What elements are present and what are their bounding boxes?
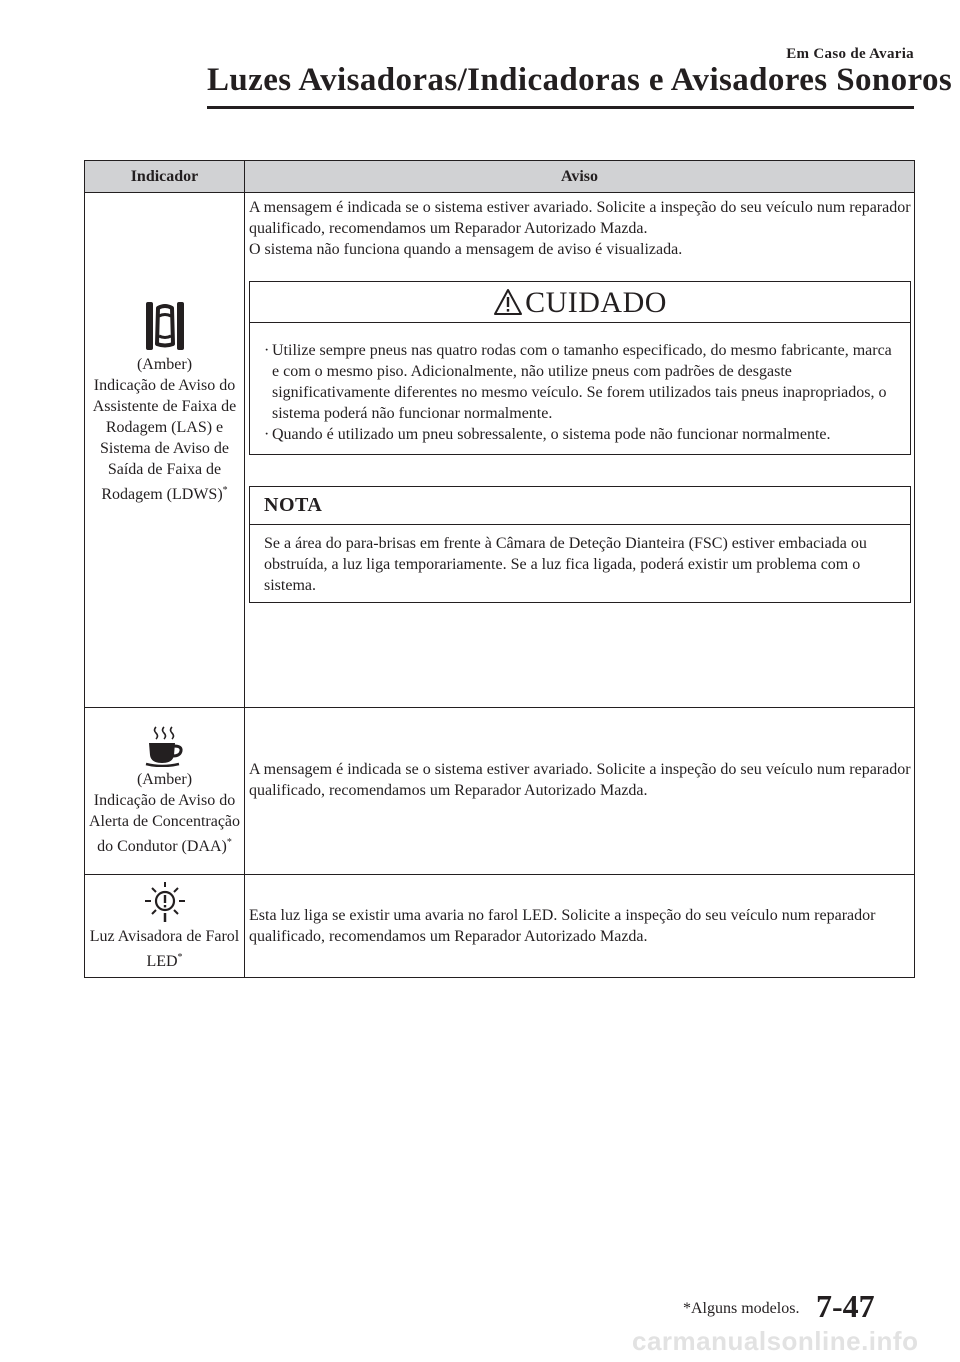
column-header-indicador: Indicador [85, 161, 245, 193]
indicator-color: (Amber) [136, 355, 193, 373]
lane-keep-assist-icon [145, 300, 185, 352]
caution-box [249, 281, 911, 455]
indicator-label: Indicação de Aviso do Alerta de Concentração do Condutor (DAA)* [88, 792, 241, 855]
table-header-row [85, 161, 915, 193]
indicator-table [84, 160, 915, 978]
caution-header [250, 282, 910, 323]
page-number: 7-47 [816, 1288, 875, 1324]
indicator-label: Luz Avisadora de Farol LED* [89, 928, 240, 970]
table-row [85, 708, 915, 875]
warning-cell [245, 708, 915, 875]
table-row [85, 193, 915, 708]
page-title: Luzes Avisadoras/Indicadoras e Avisadores Sonoros [207, 62, 953, 98]
watermark: carmanualsonline.info [632, 1326, 919, 1356]
warning-text: A mensagem é indicada se o sistema estiver avariado. Solicite a inspeção do seu veículo num reparador qualificado, recomendamos um Reparador Autorizado Mazda. [249, 761, 911, 799]
warning-triangle-icon [493, 288, 523, 316]
note-body: Se a área do para-brisas em frente à Câmara de Deteção Dianteira (FSC) estiver embaciada ou obstruída, a luz liga temporariamente. Se a luz fica ligada, poderá existir um problema com o sistema. [264, 535, 867, 594]
indicator-cell [85, 193, 245, 708]
indicator-color: (Amber) [136, 771, 193, 788]
warning-text: Esta luz liga se existir uma avaria no farol LED. Solicite a inspeção do seu veículo num reparador qualificado, recomendamos um Reparador Autorizado Mazda. [249, 907, 876, 945]
heading-rule [207, 106, 914, 109]
section-title: Em Caso de Avaria [786, 46, 914, 62]
led-headlight-warning-icon [142, 880, 188, 924]
warning-cell [245, 193, 915, 708]
list-item: · Quando é utilizado um pneu sobressalente, o sistema pode não funcionar normalmente. [264, 426, 831, 443]
caution-title: CUIDADO [525, 285, 667, 319]
indicator-cell [85, 708, 245, 875]
column-header-aviso: Aviso [245, 161, 915, 193]
coffee-cup-icon [143, 725, 187, 767]
table-row [85, 875, 915, 978]
note-box [249, 486, 911, 603]
list-item: · Utilize sempre pneus nas quatro rodas com o tamanho especificado, do mesmo fabricante, marca e com o mesmo piso. Adicionalmente, não utilize pneus com padrões de desgaste significativamente diferentes no mesmo veículo. Se forem utilizados tais pneus inapropriados, o sistema poderá não funcionar normalmente. [264, 342, 892, 422]
warning-text: A mensagem é indicada se o sistema estiver avariado. Solicite a inspeção do seu veículo num reparador qualificado, recomendamos um Reparador Autorizado Mazda. [249, 199, 911, 237]
indicator-label: Indicação de Aviso do Assistente de Faixa de Rodagem (LAS) e Sistema de Aviso de Saída de Faixa de Rodagem (LDWS)* [92, 376, 237, 503]
indicator-cell [85, 875, 245, 978]
warning-cell [245, 875, 915, 978]
warning-text-2: O sistema não funciona quando a mensagem de aviso é visualizada. [249, 241, 683, 258]
caution-body [250, 323, 910, 454]
note-header: NOTA [250, 487, 910, 525]
footnote: *Alguns modelos. [683, 1300, 800, 1317]
